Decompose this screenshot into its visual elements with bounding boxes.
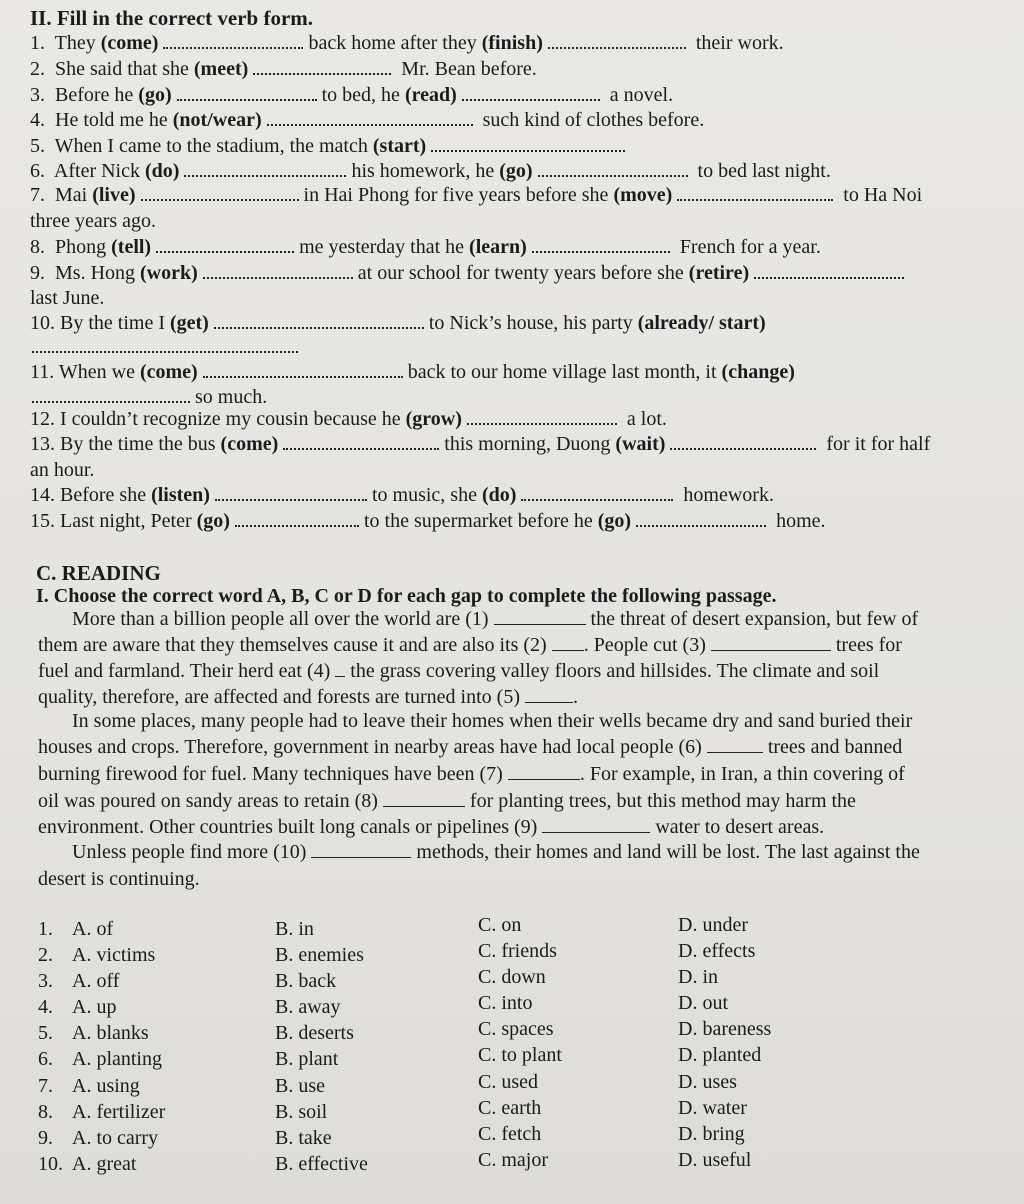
section-title: II. Fill in the correct verb form. xyxy=(30,6,314,30)
option-c[interactable]: C. used xyxy=(478,1071,538,1093)
answer-blank[interactable] xyxy=(467,409,617,425)
question-2: 2. She said that she (meet) Mr. Bean before. xyxy=(30,58,537,80)
option-d[interactable]: D. bring xyxy=(678,1123,745,1145)
option-b[interactable]: B. soil xyxy=(275,1101,328,1123)
option-number: 3. xyxy=(38,970,53,992)
gap-9[interactable] xyxy=(542,816,650,833)
answer-blank[interactable] xyxy=(548,33,686,49)
passage-line: houses and crops. Therefore, government in nearby areas have had local people (6) trees and banned xyxy=(38,736,903,758)
option-d[interactable]: D. uses xyxy=(678,1071,737,1093)
passage-line: In some places, many people had to leave their homes when their wells became dry and sand buried their xyxy=(72,710,913,732)
question-8: 8. Phong (tell) me yesterday that he (learn) French for a year. xyxy=(30,236,821,258)
option-c[interactable]: C. down xyxy=(478,966,546,988)
option-c[interactable]: C. major xyxy=(478,1149,548,1171)
option-b[interactable]: B. use xyxy=(275,1075,325,1097)
question-7-continued: three years ago. xyxy=(30,210,157,232)
question-4: 4. He told me he (not/wear) such kind of clothes before. xyxy=(30,109,705,131)
gap-1[interactable] xyxy=(494,608,586,625)
answer-blank[interactable] xyxy=(670,434,816,450)
option-c[interactable]: C. to plant xyxy=(478,1044,562,1066)
answer-blank[interactable] xyxy=(215,485,367,501)
option-b[interactable]: B. take xyxy=(275,1127,332,1149)
gap-5[interactable] xyxy=(525,686,573,703)
answer-blank[interactable] xyxy=(462,85,600,101)
gap-10[interactable] xyxy=(311,841,411,858)
option-number: 4. xyxy=(38,996,53,1018)
answer-blank[interactable] xyxy=(141,185,299,201)
reading-instruction: I. Choose the correct word A, B, C or D for each gap to complete the following passage. xyxy=(36,585,777,607)
answer-blank[interactable] xyxy=(538,161,688,177)
option-b[interactable]: B. effective xyxy=(275,1153,368,1175)
question-7: 7. Mai (live) in Hai Phong for five years before she (move) to Ha Noi xyxy=(30,184,923,206)
passage-line: burning firewood for fuel. Many techniques have been (7) . For example, in Iran, a thin covering of xyxy=(38,763,905,785)
option-number: 8. xyxy=(38,1101,53,1123)
answer-blank[interactable] xyxy=(32,337,298,353)
answer-blank[interactable] xyxy=(521,485,673,501)
answer-blank[interactable] xyxy=(754,263,904,279)
option-number: 5. xyxy=(38,1022,53,1044)
question-13: 13. By the time the bus (come) this morning, Duong (wait) for it for half xyxy=(30,433,931,455)
option-b[interactable]: B. in xyxy=(275,918,314,940)
answer-blank[interactable] xyxy=(636,511,766,527)
answer-blank[interactable] xyxy=(677,185,833,201)
question-3: 3. Before he (go) to bed, he (read) a novel. xyxy=(30,84,674,106)
passage-line: quality, therefore, are affected and forests are turned into (5) . xyxy=(38,686,578,708)
option-number: 7. xyxy=(38,1075,53,1097)
option-a[interactable]: A. of xyxy=(72,918,114,940)
answer-blank[interactable] xyxy=(156,237,294,253)
answer-blank[interactable] xyxy=(253,59,391,75)
option-d[interactable]: D. effects xyxy=(678,940,756,962)
option-b[interactable]: B. away xyxy=(275,996,341,1018)
option-c[interactable]: C. friends xyxy=(478,940,557,962)
option-d[interactable]: D. useful xyxy=(678,1149,752,1171)
option-c[interactable]: C. fetch xyxy=(478,1123,542,1145)
gap-4[interactable] xyxy=(335,660,345,677)
answer-blank[interactable] xyxy=(214,313,424,329)
option-a[interactable]: A. fertilizer xyxy=(72,1101,166,1123)
question-10-blank-line xyxy=(32,336,298,359)
question-1: 1. They (come) back home after they (finish) their work. xyxy=(30,32,784,54)
question-6: 6. After Nick (do) his homework, he (go) to bed last night. xyxy=(30,160,831,182)
answer-blank[interactable] xyxy=(431,136,625,152)
answer-blank[interactable] xyxy=(184,161,346,177)
option-c[interactable]: C. earth xyxy=(478,1097,542,1119)
gap-8[interactable] xyxy=(383,790,465,807)
option-b[interactable]: B. plant xyxy=(275,1048,339,1070)
question-5: 5. When I came to the stadium, the match (start) xyxy=(30,135,625,158)
passage-line: environment. Other countries built long canals or pipelines (9) water to desert areas. xyxy=(38,816,825,838)
question-13-continued: an hour. xyxy=(30,459,95,481)
option-d[interactable]: D. under xyxy=(678,914,748,936)
answer-blank[interactable] xyxy=(235,511,359,527)
question-15: 15. Last night, Peter (go) to the supermarket before he (go) home. xyxy=(30,510,826,532)
answer-blank[interactable] xyxy=(203,362,403,378)
option-d[interactable]: D. planted xyxy=(678,1044,762,1066)
option-c[interactable]: C. spaces xyxy=(478,1018,554,1040)
passage-line: Unless people find more (10) methods, their homes and land will be lost. The last against the xyxy=(72,841,920,863)
gap-7[interactable] xyxy=(508,763,580,780)
passage-line: them are aware that they themselves cause it and are also its (2) . People cut (3) trees for xyxy=(38,634,902,656)
option-d[interactable]: D. water xyxy=(678,1097,747,1119)
option-a[interactable]: A. off xyxy=(72,970,120,992)
option-b[interactable]: B. deserts xyxy=(275,1022,354,1044)
answer-blank[interactable] xyxy=(203,263,353,279)
option-number: 6. xyxy=(38,1048,53,1070)
option-d[interactable]: D. in xyxy=(678,966,718,988)
option-a[interactable]: A. to carry xyxy=(72,1127,159,1149)
answer-blank[interactable] xyxy=(163,33,303,49)
option-a[interactable]: A. great xyxy=(72,1153,137,1175)
answer-blank[interactable] xyxy=(267,110,473,126)
option-a[interactable]: A. planting xyxy=(72,1048,162,1070)
answer-blank[interactable] xyxy=(283,434,439,450)
option-d[interactable]: D. out xyxy=(678,992,728,1014)
option-a[interactable]: A. blanks xyxy=(72,1022,149,1044)
option-b[interactable]: B. enemies xyxy=(275,944,364,966)
question-10: 10. By the time I (get) to Nick’s house, his party (already/ start) xyxy=(30,312,766,334)
option-a[interactable]: A. up xyxy=(72,996,117,1018)
gap-2[interactable] xyxy=(552,634,584,651)
question-11-continued: so much. xyxy=(32,386,267,409)
gap-3[interactable] xyxy=(711,634,831,651)
option-d[interactable]: D. bareness xyxy=(678,1018,772,1040)
question-12: 12. I couldn’t recognize my cousin because he (grow) a lot. xyxy=(30,408,667,430)
question-9: 9. Ms. Hong (work) at our school for twenty years before she (retire) xyxy=(30,262,904,285)
gap-6[interactable] xyxy=(707,736,763,753)
passage-line: desert is continuing. xyxy=(38,868,200,890)
option-number: 10. xyxy=(38,1153,63,1175)
option-b[interactable]: B. back xyxy=(275,970,337,992)
question-9-continued: last June. xyxy=(30,287,105,309)
question-14: 14. Before she (listen) to music, she (do) homework. xyxy=(30,484,774,506)
option-c[interactable]: C. on xyxy=(478,914,522,936)
passage-line: fuel and farmland. Their herd eat (4) the grass covering valley floors and hillsides. The climate and soil xyxy=(38,660,880,682)
passage-line: More than a billion people all over the world are (1) the threat of desert expansion, but few of xyxy=(72,608,919,630)
option-number: 1. xyxy=(38,918,53,940)
answer-blank[interactable] xyxy=(32,387,190,403)
option-number: 9. xyxy=(38,1127,53,1149)
reading-title: C. READING xyxy=(36,561,161,585)
option-number: 2. xyxy=(38,944,53,966)
answer-blank[interactable] xyxy=(532,237,670,253)
option-c[interactable]: C. into xyxy=(478,992,533,1014)
question-11: 11. When we (come) back to our home village last month, it (change) xyxy=(30,361,795,383)
answer-blank[interactable] xyxy=(177,85,317,101)
option-a[interactable]: A. victims xyxy=(72,944,156,966)
passage-line: oil was poured on sandy areas to retain (8) for planting trees, but this method may harm the xyxy=(38,790,856,812)
option-a[interactable]: A. using xyxy=(72,1075,140,1097)
